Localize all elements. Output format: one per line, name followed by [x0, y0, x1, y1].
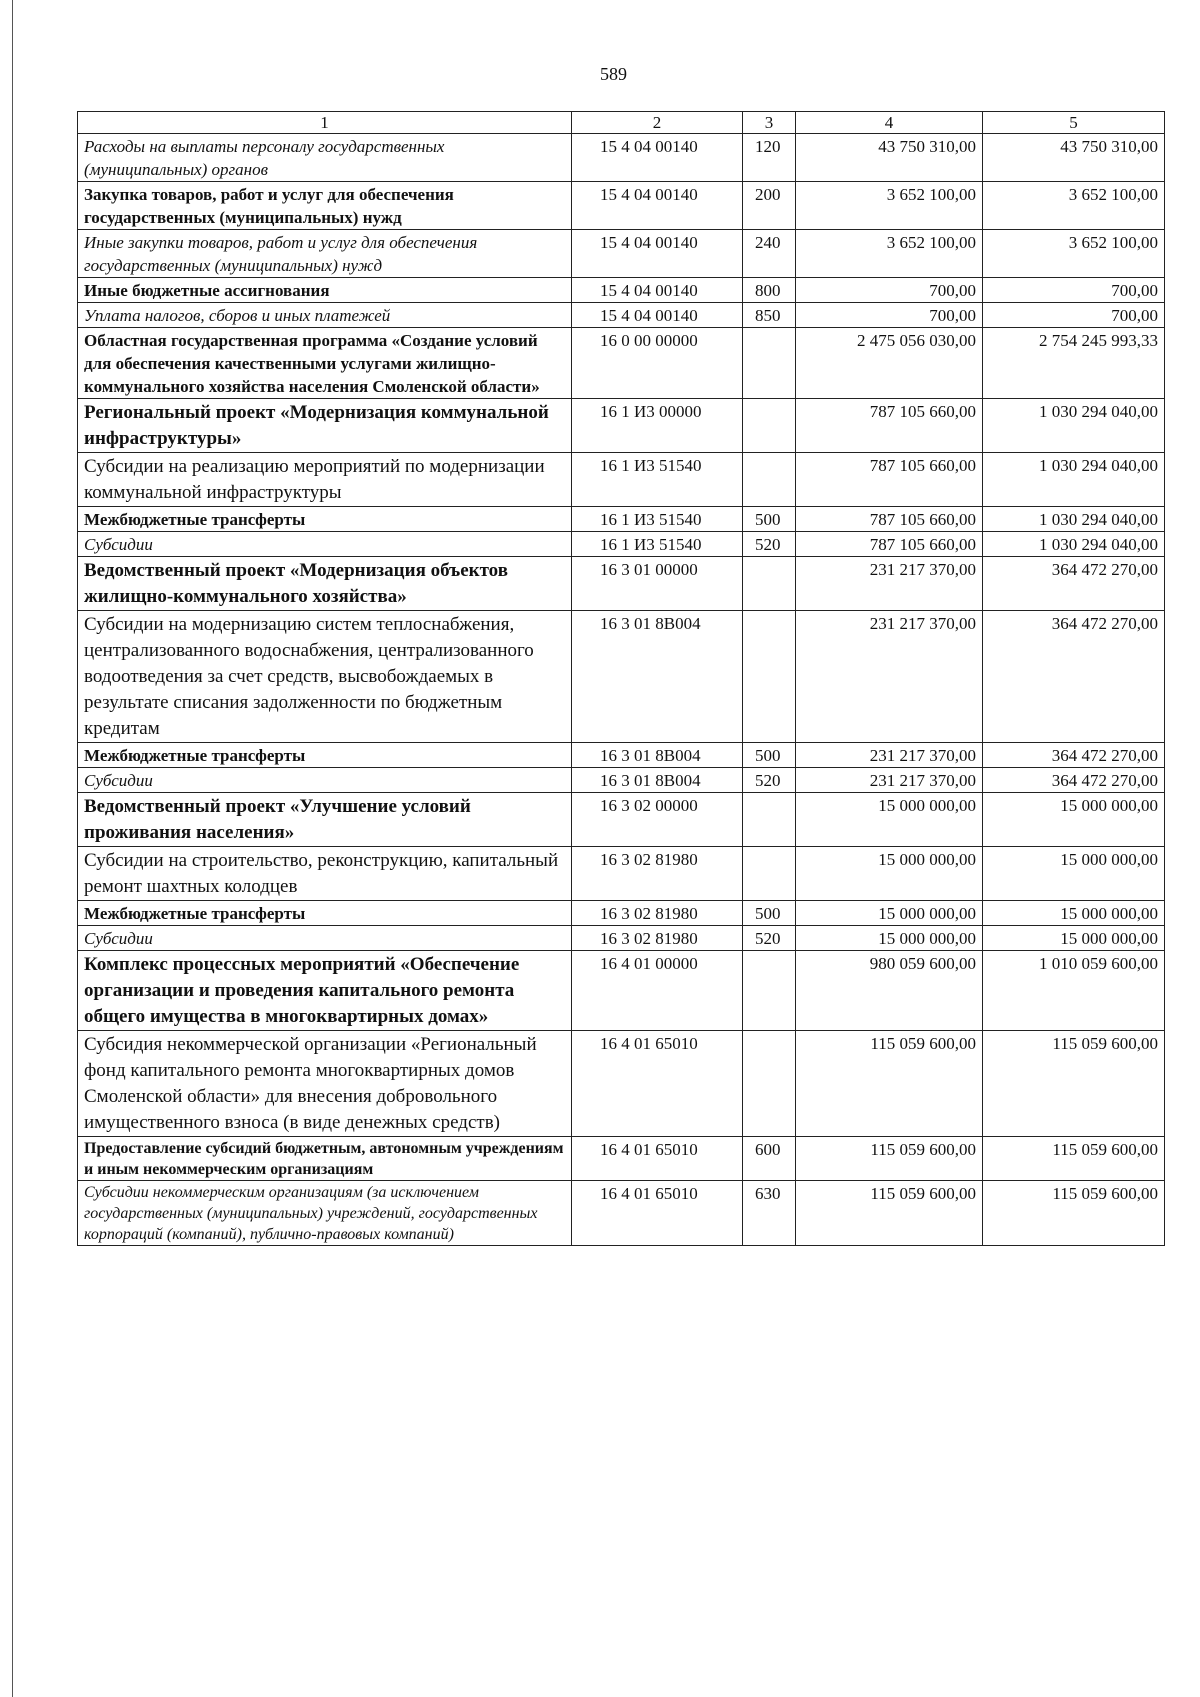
row-sum-col4-cell: 787 105 660,00 [796, 453, 983, 507]
row-type-cell: 600 [743, 1137, 796, 1181]
row-name-cell: Субсидии на строительство, реконструкцию, капитальный ремонт шахтных колодцев [78, 847, 572, 901]
row-name-cell: Субсидия некоммерческой организации «Региональный фонд капитального ремонта многоквартирных домов Смоленской области» для внесения добровольного имущественного взноса (в виде денежных средств) [78, 1031, 572, 1137]
row-type-cell: 500 [743, 507, 796, 532]
row-type-cell: 500 [743, 743, 796, 768]
row-code-cell: 16 4 01 00000 [572, 951, 743, 1031]
row-name-cell: Субсидии [78, 926, 572, 951]
row-type-cell: 630 [743, 1181, 796, 1246]
row-code-cell: 16 3 01 8В004 [572, 611, 743, 743]
table-row [78, 278, 1165, 303]
row-name-cell: Субсидии на реализацию мероприятий по модернизации коммунальной инфраструктуры [78, 453, 572, 507]
row-code-cell: 16 4 01 65010 [572, 1137, 743, 1181]
row-name-cell: Областная государственная программа «Создание условий для обеспечения качественными услугами жилищно-коммунального хозяйства населения Смоленской области» [78, 328, 572, 399]
row-sum-col4-cell: 787 105 660,00 [796, 399, 983, 453]
row-type-cell [743, 847, 796, 901]
header-cell: 1 [78, 112, 572, 134]
table-row [78, 611, 1165, 743]
row-name-cell: Субсидии [78, 768, 572, 793]
row-name-cell: Межбюджетные трансферты [78, 507, 572, 532]
row-name-cell: Предоставление субсидий бюджетным, автономным учреждениям и иным некоммерческим организациям [78, 1137, 572, 1181]
row-sum-col5-cell: 1 030 294 040,00 [983, 453, 1165, 507]
row-code-cell: 16 3 02 81980 [572, 847, 743, 901]
row-sum-col4-cell: 43 750 310,00 [796, 134, 983, 182]
row-sum-col5-cell: 1 030 294 040,00 [983, 532, 1165, 557]
row-sum-col4-cell: 3 652 100,00 [796, 182, 983, 230]
row-name-cell: Закупка товаров, работ и услуг для обеспечения государственных (муниципальных) нужд [78, 182, 572, 230]
row-type-cell: 520 [743, 768, 796, 793]
row-sum-col5-cell: 3 652 100,00 [983, 230, 1165, 278]
row-name-cell: Уплата налогов, сборов и иных платежей [78, 303, 572, 328]
row-sum-col5-cell: 115 059 600,00 [983, 1137, 1165, 1181]
row-sum-col4-cell: 2 475 056 030,00 [796, 328, 983, 399]
row-code-cell: 15 4 04 00140 [572, 182, 743, 230]
row-sum-col4-cell: 787 105 660,00 [796, 532, 983, 557]
table-row [78, 182, 1165, 230]
row-name-cell: Субсидии некоммерческим организациям (за исключением государственных (муниципальных) учреждений, государственных корпораций (компаний), публично-правовых компаний) [78, 1181, 572, 1246]
row-type-cell [743, 793, 796, 847]
row-code-cell: 16 3 02 00000 [572, 793, 743, 847]
page-number: 589 [600, 64, 627, 84]
row-code-cell: 16 3 02 81980 [572, 901, 743, 926]
row-type-cell: 520 [743, 926, 796, 951]
row-sum-col5-cell: 2 754 245 993,33 [983, 328, 1165, 399]
table-row [78, 532, 1165, 557]
row-sum-col5-cell: 364 472 270,00 [983, 557, 1165, 611]
row-sum-col5-cell: 3 652 100,00 [983, 182, 1165, 230]
table-row [78, 768, 1165, 793]
row-sum-col4-cell: 115 059 600,00 [796, 1137, 983, 1181]
row-type-cell: 500 [743, 901, 796, 926]
table-row [78, 507, 1165, 532]
table-row [78, 901, 1165, 926]
row-sum-col4-cell: 700,00 [796, 278, 983, 303]
row-type-cell [743, 1031, 796, 1137]
header-cell: 5 [983, 112, 1165, 134]
row-type-cell [743, 611, 796, 743]
row-code-cell: 15 4 04 00140 [572, 134, 743, 182]
table-row [78, 399, 1165, 453]
row-sum-col4-cell: 115 059 600,00 [796, 1181, 983, 1246]
row-name-cell: Субсидии на модернизацию систем теплоснабжения, централизованного водоснабжения, централизованного водоотведения за счет средств, высвобождаемых в результате списания задолженности по бюджетным кредитам [78, 611, 572, 743]
row-sum-col4-cell: 231 217 370,00 [796, 611, 983, 743]
row-sum-col4-cell: 231 217 370,00 [796, 768, 983, 793]
row-type-cell [743, 951, 796, 1031]
row-sum-col5-cell: 700,00 [983, 303, 1165, 328]
table-row [78, 926, 1165, 951]
table-row [78, 328, 1165, 399]
row-sum-col5-cell: 1 030 294 040,00 [983, 399, 1165, 453]
row-code-cell: 16 1 И3 00000 [572, 399, 743, 453]
row-sum-col5-cell: 15 000 000,00 [983, 926, 1165, 951]
row-name-cell: Межбюджетные трансферты [78, 743, 572, 768]
row-sum-col5-cell: 364 472 270,00 [983, 768, 1165, 793]
row-type-cell [743, 328, 796, 399]
table-row [78, 1137, 1165, 1181]
row-code-cell: 16 4 01 65010 [572, 1181, 743, 1246]
row-name-cell: Межбюджетные трансферты [78, 901, 572, 926]
row-name-cell: Иные закупки товаров, работ и услуг для обеспечения государственных (муниципальных) нужд [78, 230, 572, 278]
table-row [78, 1181, 1165, 1246]
row-sum-col4-cell: 231 217 370,00 [796, 557, 983, 611]
row-sum-col4-cell: 980 059 600,00 [796, 951, 983, 1031]
table-row [78, 793, 1165, 847]
row-name-cell: Региональный проект «Модернизация коммунальной инфраструктуры» [78, 399, 572, 453]
row-code-cell: 16 3 01 00000 [572, 557, 743, 611]
row-sum-col5-cell: 115 059 600,00 [983, 1181, 1165, 1246]
row-type-cell [743, 453, 796, 507]
row-name-cell: Ведомственный проект «Улучшение условий проживания населения» [78, 793, 572, 847]
row-name-cell: Субсидии [78, 532, 572, 557]
row-name-cell: Комплекс процессных мероприятий «Обеспечение организации и проведения капитального ремонта общего имущества в многоквартирных домах» [78, 951, 572, 1031]
row-sum-col5-cell: 15 000 000,00 [983, 793, 1165, 847]
row-sum-col4-cell: 15 000 000,00 [796, 847, 983, 901]
row-sum-col5-cell: 1 030 294 040,00 [983, 507, 1165, 532]
header-cell: 3 [743, 112, 796, 134]
row-sum-col4-cell: 15 000 000,00 [796, 901, 983, 926]
table-row [78, 303, 1165, 328]
row-sum-col5-cell: 15 000 000,00 [983, 901, 1165, 926]
row-sum-col4-cell: 15 000 000,00 [796, 793, 983, 847]
row-code-cell: 16 3 01 8В004 [572, 743, 743, 768]
row-sum-col5-cell: 700,00 [983, 278, 1165, 303]
table-row [78, 951, 1165, 1031]
row-sum-col4-cell: 15 000 000,00 [796, 926, 983, 951]
row-code-cell: 15 4 04 00140 [572, 230, 743, 278]
row-sum-col5-cell: 43 750 310,00 [983, 134, 1165, 182]
row-sum-col5-cell: 15 000 000,00 [983, 847, 1165, 901]
table-row [78, 847, 1165, 901]
row-sum-col4-cell: 700,00 [796, 303, 983, 328]
table-row [78, 1031, 1165, 1137]
header-cell: 4 [796, 112, 983, 134]
row-code-cell: 16 3 01 8В004 [572, 768, 743, 793]
budget-table [77, 111, 1165, 1246]
row-sum-col4-cell: 787 105 660,00 [796, 507, 983, 532]
row-code-cell: 15 4 04 00140 [572, 278, 743, 303]
row-name-cell: Иные бюджетные ассигнования [78, 278, 572, 303]
row-sum-col5-cell: 364 472 270,00 [983, 743, 1165, 768]
row-type-cell: 200 [743, 182, 796, 230]
table-row [78, 230, 1165, 278]
row-name-cell: Расходы на выплаты персоналу государственных (муниципальных) органов [78, 134, 572, 182]
row-sum-col5-cell: 1 010 059 600,00 [983, 951, 1165, 1031]
row-code-cell: 16 0 00 00000 [572, 328, 743, 399]
table-row [78, 453, 1165, 507]
row-code-cell: 16 1 И3 51540 [572, 453, 743, 507]
row-type-cell: 120 [743, 134, 796, 182]
scan-margin-line [12, 0, 13, 1697]
row-sum-col5-cell: 115 059 600,00 [983, 1031, 1165, 1137]
row-code-cell: 16 4 01 65010 [572, 1031, 743, 1137]
row-sum-col4-cell: 231 217 370,00 [796, 743, 983, 768]
row-type-cell: 240 [743, 230, 796, 278]
header-cell: 2 [572, 112, 743, 134]
row-name-cell: Ведомственный проект «Модернизация объектов жилищно-коммунального хозяйства» [78, 557, 572, 611]
row-sum-col5-cell: 364 472 270,00 [983, 611, 1165, 743]
table-row [78, 134, 1165, 182]
row-type-cell [743, 399, 796, 453]
row-code-cell: 16 1 И3 51540 [572, 507, 743, 532]
table-row [78, 743, 1165, 768]
row-sum-col4-cell: 115 059 600,00 [796, 1031, 983, 1137]
row-sum-col4-cell: 3 652 100,00 [796, 230, 983, 278]
row-code-cell: 15 4 04 00140 [572, 303, 743, 328]
table-header-row [78, 112, 1165, 134]
row-type-cell: 520 [743, 532, 796, 557]
row-type-cell: 850 [743, 303, 796, 328]
table-row [78, 557, 1165, 611]
row-code-cell: 16 3 02 81980 [572, 926, 743, 951]
row-type-cell [743, 557, 796, 611]
row-code-cell: 16 1 И3 51540 [572, 532, 743, 557]
row-type-cell: 800 [743, 278, 796, 303]
